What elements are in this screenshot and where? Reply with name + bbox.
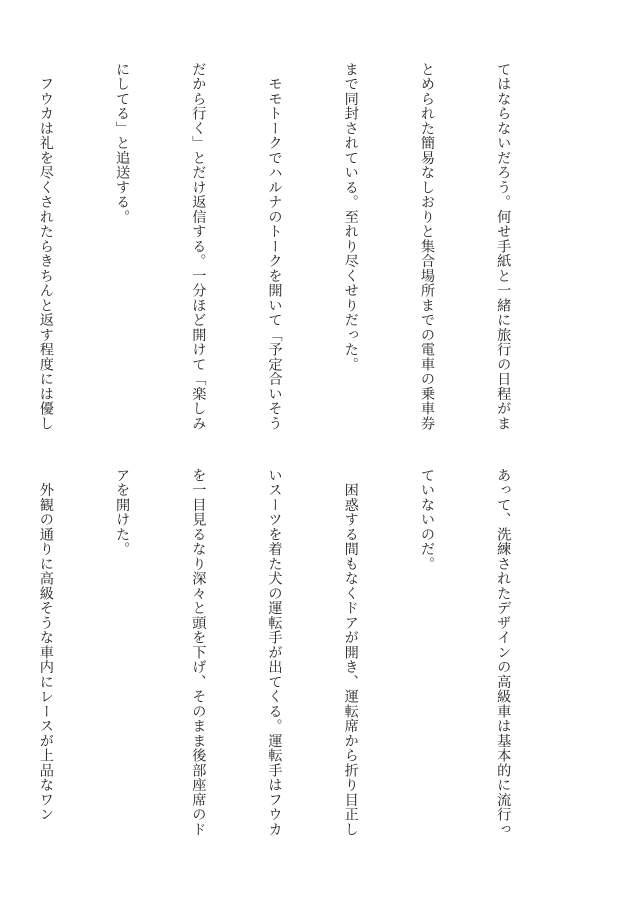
- text-column: アを開けた。: [114, 468, 131, 557]
- text-column: だから行く」とだけ返信する。一分ほど開けて「楽しみ: [190, 62, 207, 431]
- text-column: モモトークでハルナのトークを開いて「予定合いそう: [266, 62, 283, 431]
- text-column: あって、洗練されたデザインの高級車は基本的に流行っ: [495, 468, 512, 837]
- text-column: にしてる」と追送する。: [114, 62, 131, 225]
- text-column: 外観の通りに高級そうな車内にレースが上品なワン: [37, 468, 54, 822]
- text-column: ていないのだ。: [418, 468, 435, 572]
- text-column: を一目見るなり深々と頭を下げ、そのまま後部座席のド: [190, 468, 207, 837]
- text-column: とめられた簡易なしおりと集合場所までの電車の乗車券: [418, 62, 435, 431]
- text-block-top: [0, 62, 566, 442]
- text-block-bottom: [0, 468, 566, 848]
- text-column: てはならないだろう。何せ手紙と一緒に旅行の日程がま: [495, 62, 512, 431]
- text-column: まで同封されている。至れり尽くせりだった。: [342, 62, 359, 372]
- text-column: 困惑する間もなくドアが開き、運転席から折り目正し: [342, 468, 359, 837]
- text-column: いスーツを着た犬の運転手が出てくる。運転手はフウカ: [266, 468, 283, 837]
- text-column: フウカは礼を尽くされたらきちんと返す程度には優し: [37, 62, 54, 431]
